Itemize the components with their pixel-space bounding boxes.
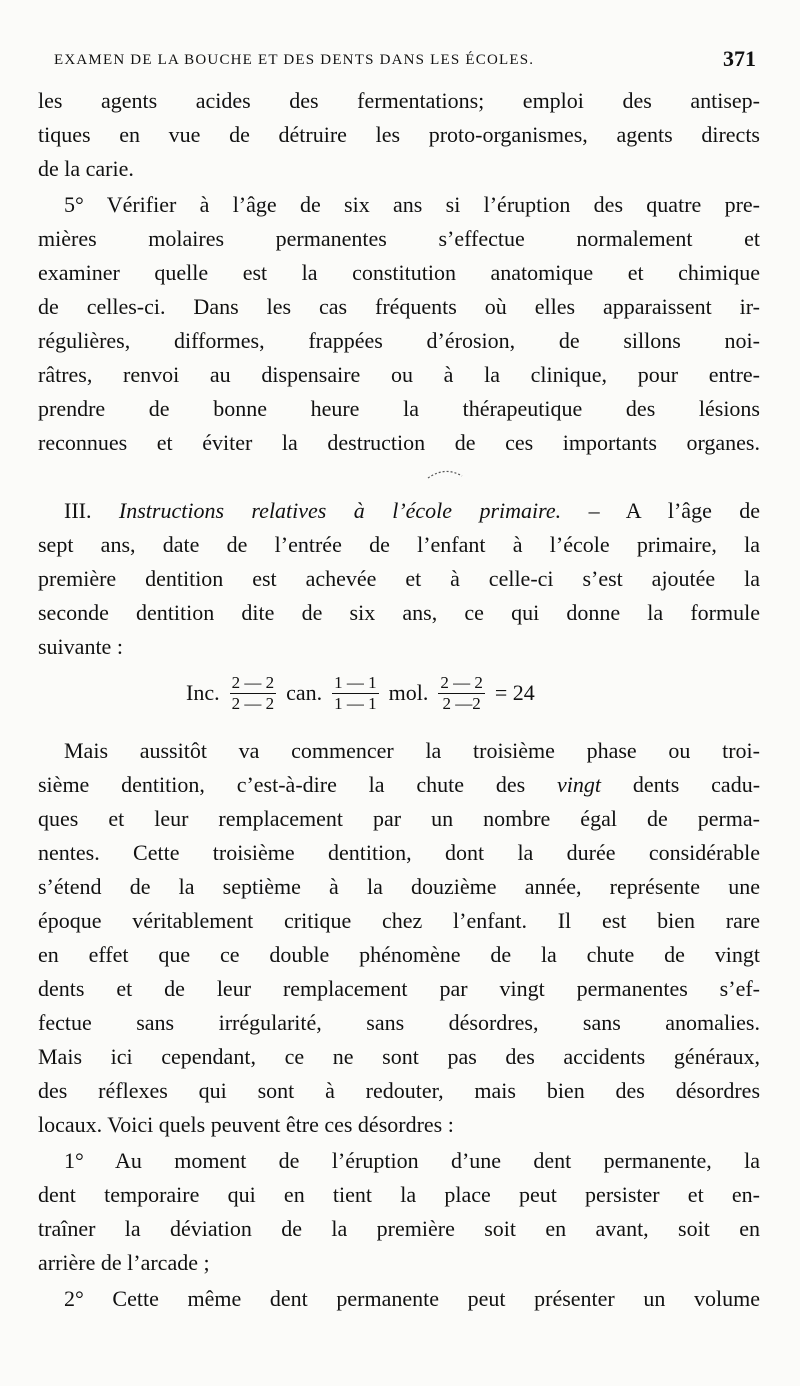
page-number: 371 bbox=[723, 46, 756, 71]
text-line: 5° Vérifier à l’âge de six ans si l’éruption des quatre pre- bbox=[64, 192, 760, 217]
text-line: suivante : bbox=[38, 634, 123, 659]
section-ornament bbox=[420, 462, 470, 484]
formula-can-fraction bbox=[332, 673, 379, 714]
formula-inc-fraction bbox=[230, 673, 277, 714]
text-line: examiner quelle est la constitution anatomique et chimique bbox=[38, 260, 760, 285]
text-line: 2° Cette même dent permanente peut présenter un volume bbox=[64, 1286, 760, 1311]
text-line: de la carie. bbox=[38, 156, 134, 181]
text-line: Mais aussitôt va commencer la troisième phase ou troi- bbox=[64, 738, 760, 763]
text-line: mières molaires permanentes s’effectue normalement et bbox=[38, 226, 760, 251]
paragraph-continuation bbox=[38, 84, 760, 186]
text-line: arrière de l’arcade ; bbox=[38, 1250, 210, 1275]
text-line: ques et leur remplacement par un nombre égal de perma- bbox=[38, 806, 760, 831]
text-line: dent temporaire qui en tient la place peut persister et en- bbox=[38, 1182, 760, 1207]
text-line: régulières, difformes, frappées d’érosion, de sillons noi- bbox=[38, 328, 760, 353]
fraction-denominator: 2 —2 bbox=[442, 693, 481, 713]
formula-mol-fraction bbox=[438, 673, 485, 714]
text-line: Mais ici cependant, ce ne sont pas des accidents généraux, bbox=[38, 1044, 760, 1069]
text-line: les agents acides des fermentations; emploi des antisep- bbox=[38, 88, 760, 113]
section-heading-line bbox=[38, 494, 760, 528]
text-line: s’étend de la septième à la douzième année, représente une bbox=[38, 874, 760, 899]
paragraph-item-1 bbox=[38, 1144, 760, 1280]
text-line: tiques en vue de détruire les proto-organismes, agents directs bbox=[38, 122, 760, 147]
dental-formula bbox=[186, 668, 535, 718]
text-fragment: dents cadu- bbox=[632, 772, 761, 797]
paragraph-item-2 bbox=[38, 1282, 760, 1316]
section-number: III. bbox=[64, 498, 92, 523]
fraction-denominator: 2 — 2 bbox=[231, 693, 275, 713]
text-line: traîner la déviation de la première soit en avant, soit en bbox=[38, 1216, 760, 1241]
fraction-denominator: 1 — 1 bbox=[334, 693, 377, 713]
section-iii bbox=[38, 494, 760, 664]
text-line: première dentition est achevée et à celle-ci s’est ajoutée la bbox=[38, 566, 760, 591]
text-line: locaux. Voici quels peuvent être ces désordres : bbox=[38, 1112, 454, 1137]
text-line: sept ans, date de l’entrée de l’enfant à l’école primaire, la bbox=[38, 532, 760, 557]
emphasis-vingt: vingt bbox=[557, 772, 602, 797]
text-line: 1° Au moment de l’éruption d’une dent permanente, la bbox=[64, 1148, 760, 1173]
paragraph-third-dentition bbox=[38, 734, 760, 1142]
formula-inc-label: Inc. bbox=[186, 680, 220, 705]
text-line: fectue sans irrégularité, sans désordres, sans anomalies. bbox=[38, 1010, 760, 1035]
text-line bbox=[38, 768, 760, 802]
text-line: nentes. Cette troisième dentition, dont la durée considérable bbox=[38, 840, 760, 865]
text-line: de celles-ci. Dans les cas fréquents où elles apparaissent ir- bbox=[38, 294, 760, 319]
running-title: EXAMEN DE LA BOUCHE ET DES DENTS DANS LES ÉCOLES. bbox=[54, 52, 535, 68]
fraction-numerator: 2 — 2 bbox=[440, 672, 483, 692]
text-line: dents et de leur remplacement par vingt permanentes s’ef- bbox=[38, 976, 760, 1001]
text-line: râtres, renvoi au dispensaire ou à la clinique, pour entre- bbox=[38, 362, 760, 387]
text-line: reconnues et éviter la destruction de ces importants organes. bbox=[38, 430, 760, 455]
text-line: époque véritablement critique chez l’enfant. Il est bien rare bbox=[38, 908, 760, 933]
section-title: Instructions relatives à l’école primaire. bbox=[118, 498, 562, 523]
formula-can-label: can. bbox=[286, 680, 323, 705]
section-first-line-rest: – A l’âge de bbox=[588, 498, 761, 523]
text-line: seconde dentition dite de six ans, ce qui donne la formule bbox=[38, 600, 760, 625]
formula-mol-label: mol. bbox=[388, 680, 429, 705]
text-line: prendre de bonne heure la thérapeutique des lésions bbox=[38, 396, 760, 421]
page-header bbox=[40, 46, 756, 76]
text-fragment: sième dentition, c’est-à-dire la chute des bbox=[38, 772, 526, 797]
fraction-numerator: 2 — 2 bbox=[231, 672, 275, 692]
formula-total: = 24 bbox=[494, 680, 535, 705]
paragraph-item-5 bbox=[38, 188, 760, 460]
text-line: en effet que ce double phénomène de la chute de vingt bbox=[38, 942, 760, 967]
text-line: des réflexes qui sont à redouter, mais bien des désordres bbox=[38, 1078, 760, 1103]
fraction-numerator: 1 — 1 bbox=[334, 672, 377, 692]
